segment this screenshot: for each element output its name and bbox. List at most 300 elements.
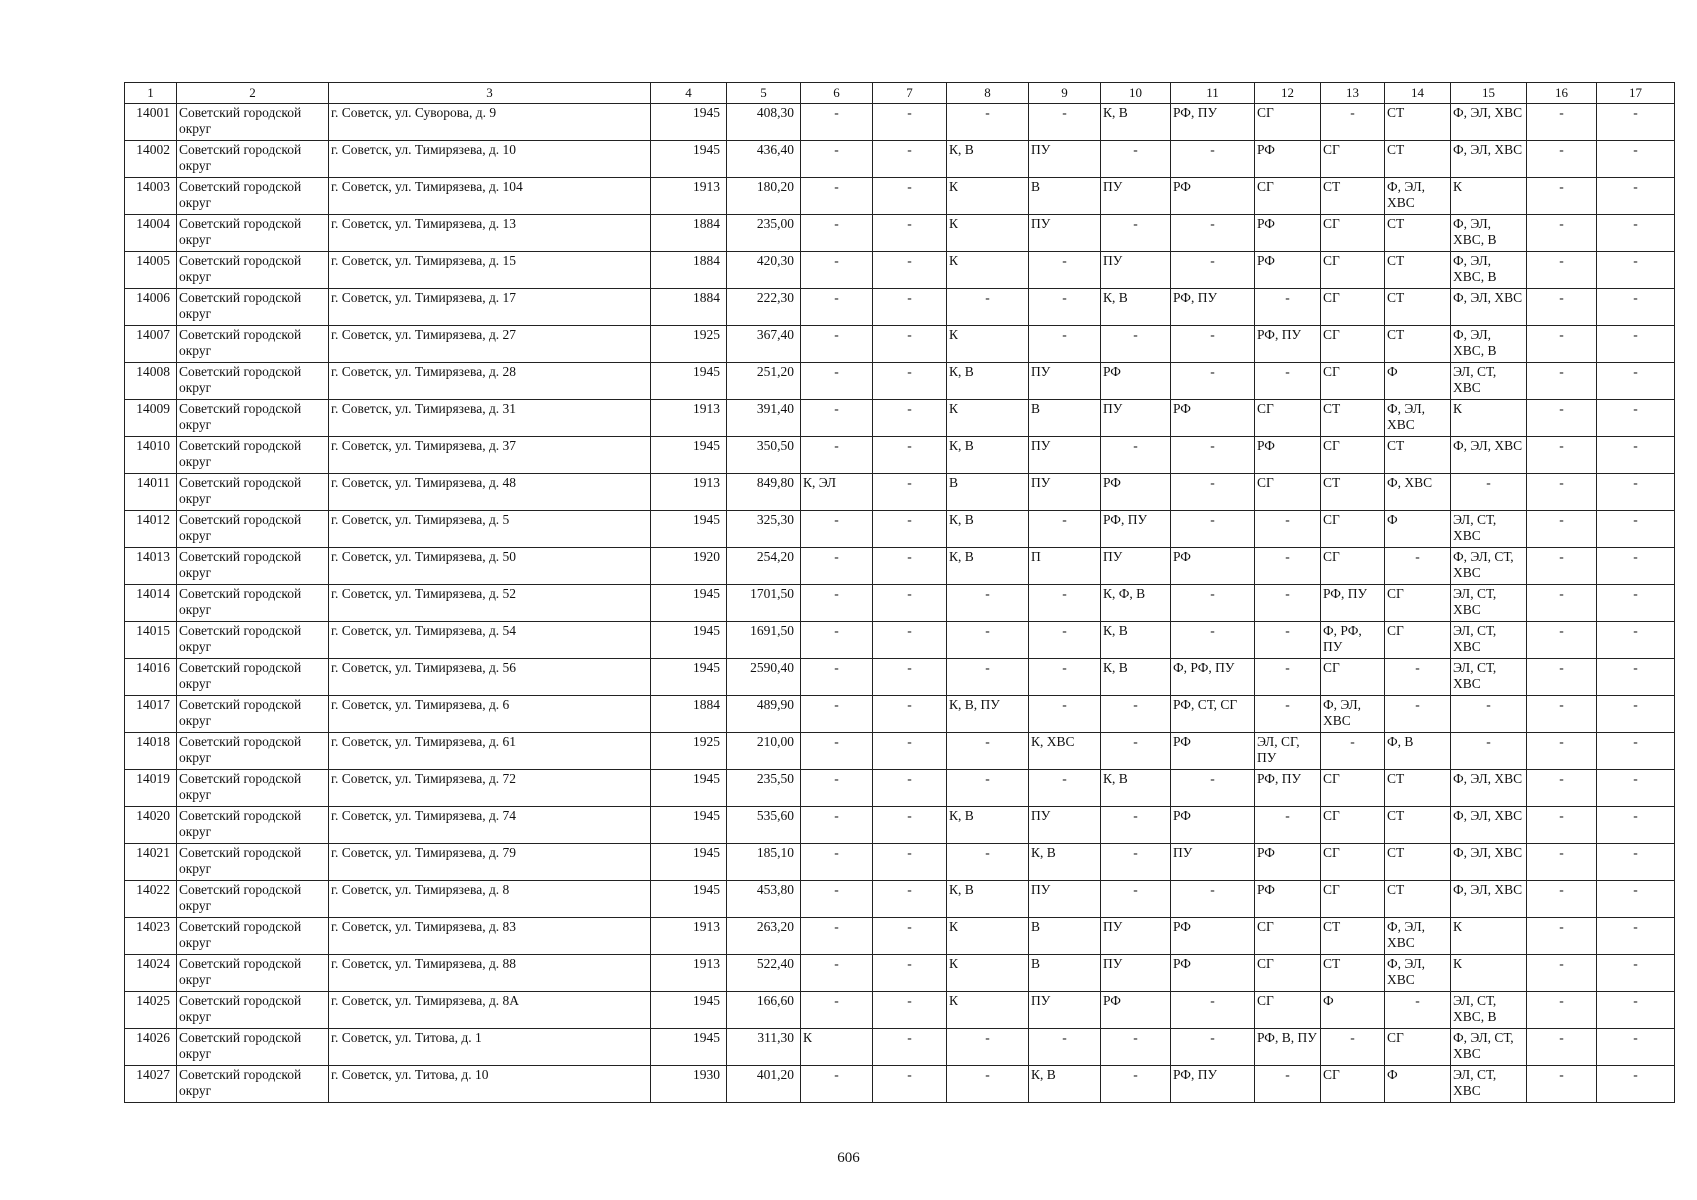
table-cell-col-1: 14019 <box>125 770 177 807</box>
table-cell-col-13: СГ <box>1321 807 1385 844</box>
table-cell-col-5: 325,30 <box>727 511 801 548</box>
table-cell-col-15: Ф, ЭЛ, ХВС <box>1451 881 1527 918</box>
table-cell-col-6: - <box>801 548 873 585</box>
table-cell-col-12: ЭЛ, СГ, ПУ <box>1255 733 1321 770</box>
table-cell-col-2: Советский городской округ <box>177 770 329 807</box>
table-cell-col-8: К <box>947 992 1029 1029</box>
table-cell-col-15: - <box>1451 733 1527 770</box>
table-cell-col-12: - <box>1255 1066 1321 1103</box>
table-cell-col-3: г. Советск, ул. Суворова, д. 9 <box>329 104 651 141</box>
table-cell-col-3: г. Советск, ул. Тимирязева, д. 10 <box>329 141 651 178</box>
table-cell-col-4: 1945 <box>651 511 727 548</box>
table-cell-col-3: г. Советск, ул. Тимирязева, д. 88 <box>329 955 651 992</box>
table-cell-col-11: РФ, ПУ <box>1171 104 1255 141</box>
table-cell-col-8: К, В <box>947 363 1029 400</box>
table-cell-col-2: Советский городской округ <box>177 178 329 215</box>
table-cell-col-14: - <box>1385 659 1451 696</box>
table-cell-col-9: - <box>1029 104 1101 141</box>
table-cell-col-12: РФ, ПУ <box>1255 326 1321 363</box>
table-row <box>125 289 1675 326</box>
table-cell-col-13: СГ <box>1321 289 1385 326</box>
table-cell-col-13: СТ <box>1321 918 1385 955</box>
table-cell-col-1: 14027 <box>125 1066 177 1103</box>
table-cell-col-2: Советский городской округ <box>177 363 329 400</box>
table-cell-col-11: РФ, ПУ <box>1171 1066 1255 1103</box>
table-cell-col-2: Советский городской округ <box>177 104 329 141</box>
table-cell-col-7: - <box>873 141 947 178</box>
table-cell-col-3: г. Советск, ул. Тимирязева, д. 104 <box>329 178 651 215</box>
table-cell-col-3: г. Советск, ул. Тимирязева, д. 74 <box>329 807 651 844</box>
table-cell-col-15: Ф, ЭЛ, ХВС <box>1451 844 1527 881</box>
table-cell-col-9: - <box>1029 511 1101 548</box>
table-cell-col-1: 14023 <box>125 918 177 955</box>
table-cell-col-7: - <box>873 326 947 363</box>
table-cell-col-15: Ф, ЭЛ, ХВС <box>1451 437 1527 474</box>
column-header-8: 8 <box>947 83 1029 104</box>
table-cell-col-15: К <box>1451 178 1527 215</box>
table-cell-col-7: - <box>873 1066 947 1103</box>
table-cell-col-8: К <box>947 400 1029 437</box>
table-cell-col-5: 235,00 <box>727 215 801 252</box>
table-row <box>125 881 1675 918</box>
table-cell-col-4: 1884 <box>651 289 727 326</box>
table-cell-col-16: - <box>1527 548 1597 585</box>
table-cell-col-15: ЭЛ, СТ, ХВС <box>1451 511 1527 548</box>
table-cell-col-12: - <box>1255 696 1321 733</box>
table-row <box>125 363 1675 400</box>
table-cell-col-2: Советский городской округ <box>177 696 329 733</box>
table-cell-col-14: СТ <box>1385 289 1451 326</box>
table-cell-col-17: - <box>1597 178 1675 215</box>
table-cell-col-1: 14010 <box>125 437 177 474</box>
table-cell-col-10: - <box>1101 215 1171 252</box>
table-cell-col-11: РФ, СТ, СГ <box>1171 696 1255 733</box>
table-cell-col-12: - <box>1255 659 1321 696</box>
table-cell-col-9: К, В <box>1029 1066 1101 1103</box>
table-cell-col-1: 14004 <box>125 215 177 252</box>
table-cell-col-10: ПУ <box>1101 918 1171 955</box>
table-cell-col-8: К, В <box>947 881 1029 918</box>
table-cell-col-10: - <box>1101 733 1171 770</box>
table-cell-col-2: Советский городской округ <box>177 807 329 844</box>
table-row <box>125 511 1675 548</box>
table-cell-col-11: - <box>1171 992 1255 1029</box>
table-cell-col-12: РФ, В, ПУ <box>1255 1029 1321 1066</box>
table-cell-col-4: 1930 <box>651 1066 727 1103</box>
table-cell-col-17: - <box>1597 400 1675 437</box>
table-cell-col-17: - <box>1597 1029 1675 1066</box>
table-cell-col-11: - <box>1171 252 1255 289</box>
table-cell-col-17: - <box>1597 548 1675 585</box>
table-cell-col-14: Ф, ЭЛ, ХВС <box>1385 918 1451 955</box>
table-cell-col-13: СГ <box>1321 215 1385 252</box>
table-cell-col-2: Советский городской округ <box>177 918 329 955</box>
table-cell-col-9: К, В <box>1029 844 1101 881</box>
table-cell-col-3: г. Советск, ул. Тимирязева, д. 8А <box>329 992 651 1029</box>
table-cell-col-4: 1945 <box>651 1029 727 1066</box>
table-cell-col-6: - <box>801 807 873 844</box>
table-cell-col-10: - <box>1101 1029 1171 1066</box>
table-cell-col-16: - <box>1527 400 1597 437</box>
table-cell-col-7: - <box>873 437 947 474</box>
table-cell-col-11: - <box>1171 1029 1255 1066</box>
table-cell-col-8: В <box>947 474 1029 511</box>
table-cell-col-7: - <box>873 955 947 992</box>
table-cell-col-12: РФ <box>1255 141 1321 178</box>
table-cell-col-5: 489,90 <box>727 696 801 733</box>
table-cell-col-8: К, В, ПУ <box>947 696 1029 733</box>
table-cell-col-16: - <box>1527 807 1597 844</box>
table-cell-col-6: - <box>801 992 873 1029</box>
table-cell-col-10: - <box>1101 141 1171 178</box>
table-cell-col-4: 1945 <box>651 622 727 659</box>
table-cell-col-16: - <box>1527 437 1597 474</box>
table-cell-col-14: Ф <box>1385 363 1451 400</box>
table-cell-col-2: Советский городской округ <box>177 1029 329 1066</box>
table-cell-col-16: - <box>1527 289 1597 326</box>
table-cell-col-17: - <box>1597 1066 1675 1103</box>
column-header-15: 15 <box>1451 83 1527 104</box>
table-cell-col-11: - <box>1171 437 1255 474</box>
table-cell-col-15: Ф, ЭЛ, ХВС <box>1451 770 1527 807</box>
table-cell-col-10: РФ <box>1101 363 1171 400</box>
table-cell-col-2: Советский городской округ <box>177 881 329 918</box>
table-cell-col-2: Советский городской округ <box>177 289 329 326</box>
table-row <box>125 474 1675 511</box>
table-cell-col-16: - <box>1527 733 1597 770</box>
table-cell-col-17: - <box>1597 733 1675 770</box>
table-cell-col-17: - <box>1597 955 1675 992</box>
table-cell-col-7: - <box>873 992 947 1029</box>
table-cell-col-13: СТ <box>1321 178 1385 215</box>
table-cell-col-5: 849,80 <box>727 474 801 511</box>
table-cell-col-8: К <box>947 955 1029 992</box>
table-cell-col-9: ПУ <box>1029 437 1101 474</box>
table-cell-col-16: - <box>1527 844 1597 881</box>
table-cell-col-6: К <box>801 1029 873 1066</box>
table-row <box>125 770 1675 807</box>
table-cell-col-5: 453,80 <box>727 881 801 918</box>
table-cell-col-11: РФ <box>1171 918 1255 955</box>
table-cell-col-3: г. Советск, ул. Тимирязева, д. 50 <box>329 548 651 585</box>
table-cell-col-4: 1945 <box>651 992 727 1029</box>
table-cell-col-6: - <box>801 400 873 437</box>
column-header-16: 16 <box>1527 83 1597 104</box>
table-cell-col-11: - <box>1171 770 1255 807</box>
table-cell-col-11: Ф, РФ, ПУ <box>1171 659 1255 696</box>
table-cell-col-11: - <box>1171 881 1255 918</box>
table-cell-col-6: - <box>801 696 873 733</box>
table-cell-col-16: - <box>1527 659 1597 696</box>
table-cell-col-9: ПУ <box>1029 141 1101 178</box>
table-cell-col-4: 1925 <box>651 733 727 770</box>
table-cell-col-14: СТ <box>1385 807 1451 844</box>
table-cell-col-10: ПУ <box>1101 548 1171 585</box>
table-cell-col-8: К <box>947 178 1029 215</box>
table-cell-col-8: - <box>947 733 1029 770</box>
table-cell-col-16: - <box>1527 955 1597 992</box>
table-cell-col-7: - <box>873 622 947 659</box>
table-cell-col-10: - <box>1101 1066 1171 1103</box>
table-cell-col-9: В <box>1029 400 1101 437</box>
table-cell-col-13: СГ <box>1321 437 1385 474</box>
table-cell-col-8: - <box>947 585 1029 622</box>
table-cell-col-12: СГ <box>1255 474 1321 511</box>
table-cell-col-15: ЭЛ, СТ, ХВС <box>1451 363 1527 400</box>
table-cell-col-4: 1920 <box>651 548 727 585</box>
table-row <box>125 437 1675 474</box>
table-cell-col-16: - <box>1527 215 1597 252</box>
table-cell-col-5: 1691,50 <box>727 622 801 659</box>
table-cell-col-15: К <box>1451 955 1527 992</box>
table-cell-col-12: - <box>1255 363 1321 400</box>
table-cell-col-10: - <box>1101 807 1171 844</box>
table-cell-col-9: К, ХВС <box>1029 733 1101 770</box>
column-header-11: 11 <box>1171 83 1255 104</box>
table-cell-col-14: СТ <box>1385 252 1451 289</box>
table-cell-col-3: г. Советск, ул. Тимирязева, д. 8 <box>329 881 651 918</box>
table-cell-col-11: РФ <box>1171 400 1255 437</box>
table-cell-col-8: К <box>947 918 1029 955</box>
column-header-7: 7 <box>873 83 947 104</box>
table-cell-col-12: - <box>1255 622 1321 659</box>
table-cell-col-15: ЭЛ, СТ, ХВС, В <box>1451 992 1527 1029</box>
table-cell-col-6: - <box>801 437 873 474</box>
table-cell-col-11: - <box>1171 511 1255 548</box>
table-cell-col-8: - <box>947 1066 1029 1103</box>
table-cell-col-7: - <box>873 844 947 881</box>
table-cell-col-11: РФ <box>1171 955 1255 992</box>
table-cell-col-1: 14025 <box>125 992 177 1029</box>
table-cell-col-14: Ф, ХВС <box>1385 474 1451 511</box>
table-cell-col-4: 1913 <box>651 178 727 215</box>
table-cell-col-8: К <box>947 252 1029 289</box>
table-cell-col-2: Советский городской округ <box>177 955 329 992</box>
table-cell-col-13: СГ <box>1321 659 1385 696</box>
table-cell-col-14: Ф, В <box>1385 733 1451 770</box>
table-cell-col-4: 1945 <box>651 104 727 141</box>
table-cell-col-6: - <box>801 622 873 659</box>
table-cell-col-2: Советский городской округ <box>177 511 329 548</box>
table-cell-col-11: - <box>1171 215 1255 252</box>
table-cell-col-3: г. Советск, ул. Тимирязева, д. 6 <box>329 696 651 733</box>
table-cell-col-5: 222,30 <box>727 289 801 326</box>
table-cell-col-5: 535,60 <box>727 807 801 844</box>
table-cell-col-12: - <box>1255 548 1321 585</box>
table-cell-col-12: РФ <box>1255 252 1321 289</box>
table-cell-col-11: - <box>1171 363 1255 400</box>
table-cell-col-17: - <box>1597 696 1675 733</box>
table-cell-col-10: К, В <box>1101 659 1171 696</box>
table-cell-col-11: - <box>1171 585 1255 622</box>
table-cell-col-17: - <box>1597 437 1675 474</box>
table-cell-col-9: ПУ <box>1029 807 1101 844</box>
table-cell-col-6: - <box>801 1066 873 1103</box>
table-cell-col-7: - <box>873 1029 947 1066</box>
table-cell-col-11: РФ, ПУ <box>1171 289 1255 326</box>
table-cell-col-16: - <box>1527 918 1597 955</box>
table-cell-col-7: - <box>873 178 947 215</box>
table-cell-col-16: - <box>1527 696 1597 733</box>
table-cell-col-7: - <box>873 104 947 141</box>
table-cell-col-1: 14018 <box>125 733 177 770</box>
table-cell-col-17: - <box>1597 918 1675 955</box>
table-cell-col-12: - <box>1255 807 1321 844</box>
table-cell-col-7: - <box>873 548 947 585</box>
table-cell-col-13: - <box>1321 733 1385 770</box>
table-cell-col-14: - <box>1385 696 1451 733</box>
table-cell-col-5: 311,30 <box>727 1029 801 1066</box>
table-cell-col-17: - <box>1597 363 1675 400</box>
table-cell-col-14: СГ <box>1385 585 1451 622</box>
table-cell-col-16: - <box>1527 622 1597 659</box>
table-row <box>125 992 1675 1029</box>
table-cell-col-9: - <box>1029 252 1101 289</box>
table-cell-col-17: - <box>1597 622 1675 659</box>
table-cell-col-6: - <box>801 918 873 955</box>
table-cell-col-9: - <box>1029 696 1101 733</box>
table-cell-col-10: РФ <box>1101 474 1171 511</box>
table-cell-col-14: СТ <box>1385 770 1451 807</box>
table-cell-col-12: СГ <box>1255 992 1321 1029</box>
table-cell-col-13: СГ <box>1321 511 1385 548</box>
table-cell-col-13: СГ <box>1321 1066 1385 1103</box>
table-cell-col-6: - <box>801 511 873 548</box>
table-cell-col-3: г. Советск, ул. Тимирязева, д. 54 <box>329 622 651 659</box>
table-cell-col-8: - <box>947 844 1029 881</box>
table-cell-col-5: 408,30 <box>727 104 801 141</box>
table-cell-col-9: - <box>1029 770 1101 807</box>
table-row <box>125 585 1675 622</box>
table-cell-col-17: - <box>1597 585 1675 622</box>
table-cell-col-8: - <box>947 622 1029 659</box>
table-cell-col-5: 263,20 <box>727 918 801 955</box>
table-cell-col-6: - <box>801 955 873 992</box>
table-cell-col-15: Ф, ЭЛ, ХВС <box>1451 807 1527 844</box>
table-cell-col-7: - <box>873 400 947 437</box>
table-cell-col-10: К, В <box>1101 622 1171 659</box>
table-cell-col-5: 180,20 <box>727 178 801 215</box>
table-cell-col-5: 350,50 <box>727 437 801 474</box>
table-cell-col-17: - <box>1597 844 1675 881</box>
table-cell-col-4: 1913 <box>651 955 727 992</box>
table-cell-col-16: - <box>1527 104 1597 141</box>
table-cell-col-2: Советский городской округ <box>177 992 329 1029</box>
table-cell-col-7: - <box>873 511 947 548</box>
table-row <box>125 659 1675 696</box>
table-cell-col-4: 1884 <box>651 696 727 733</box>
table-cell-col-16: - <box>1527 881 1597 918</box>
table-cell-col-16: - <box>1527 326 1597 363</box>
table-cell-col-8: - <box>947 770 1029 807</box>
table-cell-col-15: ЭЛ, СТ, ХВС <box>1451 659 1527 696</box>
table-cell-col-9: В <box>1029 918 1101 955</box>
table-cell-col-5: 401,20 <box>727 1066 801 1103</box>
table-cell-col-4: 1945 <box>651 807 727 844</box>
table-cell-col-2: Советский городской округ <box>177 252 329 289</box>
table-cell-col-1: 14009 <box>125 400 177 437</box>
table-cell-col-8: К, В <box>947 548 1029 585</box>
table-cell-col-2: Советский городской округ <box>177 548 329 585</box>
table-cell-col-10: К, В <box>1101 104 1171 141</box>
table-cell-col-8: К <box>947 215 1029 252</box>
table-cell-col-13: СГ <box>1321 363 1385 400</box>
table-cell-col-9: - <box>1029 585 1101 622</box>
table-cell-col-6: - <box>801 659 873 696</box>
table-cell-col-5: 251,20 <box>727 363 801 400</box>
table-cell-col-7: - <box>873 770 947 807</box>
table-cell-col-16: - <box>1527 252 1597 289</box>
table-row <box>125 548 1675 585</box>
table-cell-col-2: Советский городской округ <box>177 585 329 622</box>
table-cell-col-7: - <box>873 289 947 326</box>
table-cell-col-11: - <box>1171 326 1255 363</box>
column-header-3: 3 <box>329 83 651 104</box>
table-cell-col-17: - <box>1597 992 1675 1029</box>
table-cell-col-14: Ф <box>1385 1066 1451 1103</box>
table-cell-col-3: г. Советск, ул. Тимирязева, д. 27 <box>329 326 651 363</box>
table-cell-col-12: РФ <box>1255 215 1321 252</box>
table-cell-col-5: 1701,50 <box>727 585 801 622</box>
table-cell-col-3: г. Советск, ул. Тимирязева, д. 28 <box>329 363 651 400</box>
table-cell-col-3: г. Советск, ул. Тимирязева, д. 56 <box>329 659 651 696</box>
table-cell-col-14: Ф, ЭЛ, ХВС <box>1385 955 1451 992</box>
table-cell-col-7: - <box>873 918 947 955</box>
column-header-2: 2 <box>177 83 329 104</box>
table-cell-col-4: 1945 <box>651 363 727 400</box>
table-cell-col-5: 210,00 <box>727 733 801 770</box>
table-cell-col-10: ПУ <box>1101 178 1171 215</box>
table-cell-col-16: - <box>1527 1066 1597 1103</box>
table-cell-col-6: - <box>801 733 873 770</box>
table-cell-col-4: 1945 <box>651 659 727 696</box>
table-cell-col-7: - <box>873 733 947 770</box>
table-cell-col-14: СТ <box>1385 844 1451 881</box>
table-cell-col-1: 14011 <box>125 474 177 511</box>
table-cell-col-1: 14016 <box>125 659 177 696</box>
table-cell-col-13: Ф, ЭЛ, ХВС <box>1321 696 1385 733</box>
table-cell-col-5: 166,60 <box>727 992 801 1029</box>
data-table <box>124 82 1675 1103</box>
table-cell-col-10: РФ, ПУ <box>1101 511 1171 548</box>
table-cell-col-3: г. Советск, ул. Тимирязева, д. 61 <box>329 733 651 770</box>
table-cell-col-16: - <box>1527 585 1597 622</box>
table-cell-col-11: ПУ <box>1171 844 1255 881</box>
table-cell-col-12: СГ <box>1255 918 1321 955</box>
table-cell-col-12: СГ <box>1255 400 1321 437</box>
table-cell-col-2: Советский городской округ <box>177 659 329 696</box>
table-cell-col-3: г. Советск, ул. Тимирязева, д. 52 <box>329 585 651 622</box>
table-cell-col-9: В <box>1029 178 1101 215</box>
table-cell-col-5: 2590,40 <box>727 659 801 696</box>
table-cell-col-1: 14022 <box>125 881 177 918</box>
table-cell-col-9: - <box>1029 326 1101 363</box>
table-cell-col-12: - <box>1255 511 1321 548</box>
table-cell-col-15: Ф, ЭЛ, СТ, ХВС <box>1451 548 1527 585</box>
table-cell-col-4: 1945 <box>651 844 727 881</box>
table-cell-col-12: РФ <box>1255 881 1321 918</box>
table-cell-col-2: Советский городской округ <box>177 733 329 770</box>
table-cell-col-3: г. Советск, ул. Тимирязева, д. 5 <box>329 511 651 548</box>
table-cell-col-10: ПУ <box>1101 955 1171 992</box>
table-cell-col-16: - <box>1527 511 1597 548</box>
table-cell-col-14: - <box>1385 548 1451 585</box>
table-cell-col-5: 522,40 <box>727 955 801 992</box>
table-cell-col-6: - <box>801 104 873 141</box>
table-cell-col-13: СГ <box>1321 844 1385 881</box>
table-cell-col-15: К <box>1451 918 1527 955</box>
table-cell-col-1: 14003 <box>125 178 177 215</box>
